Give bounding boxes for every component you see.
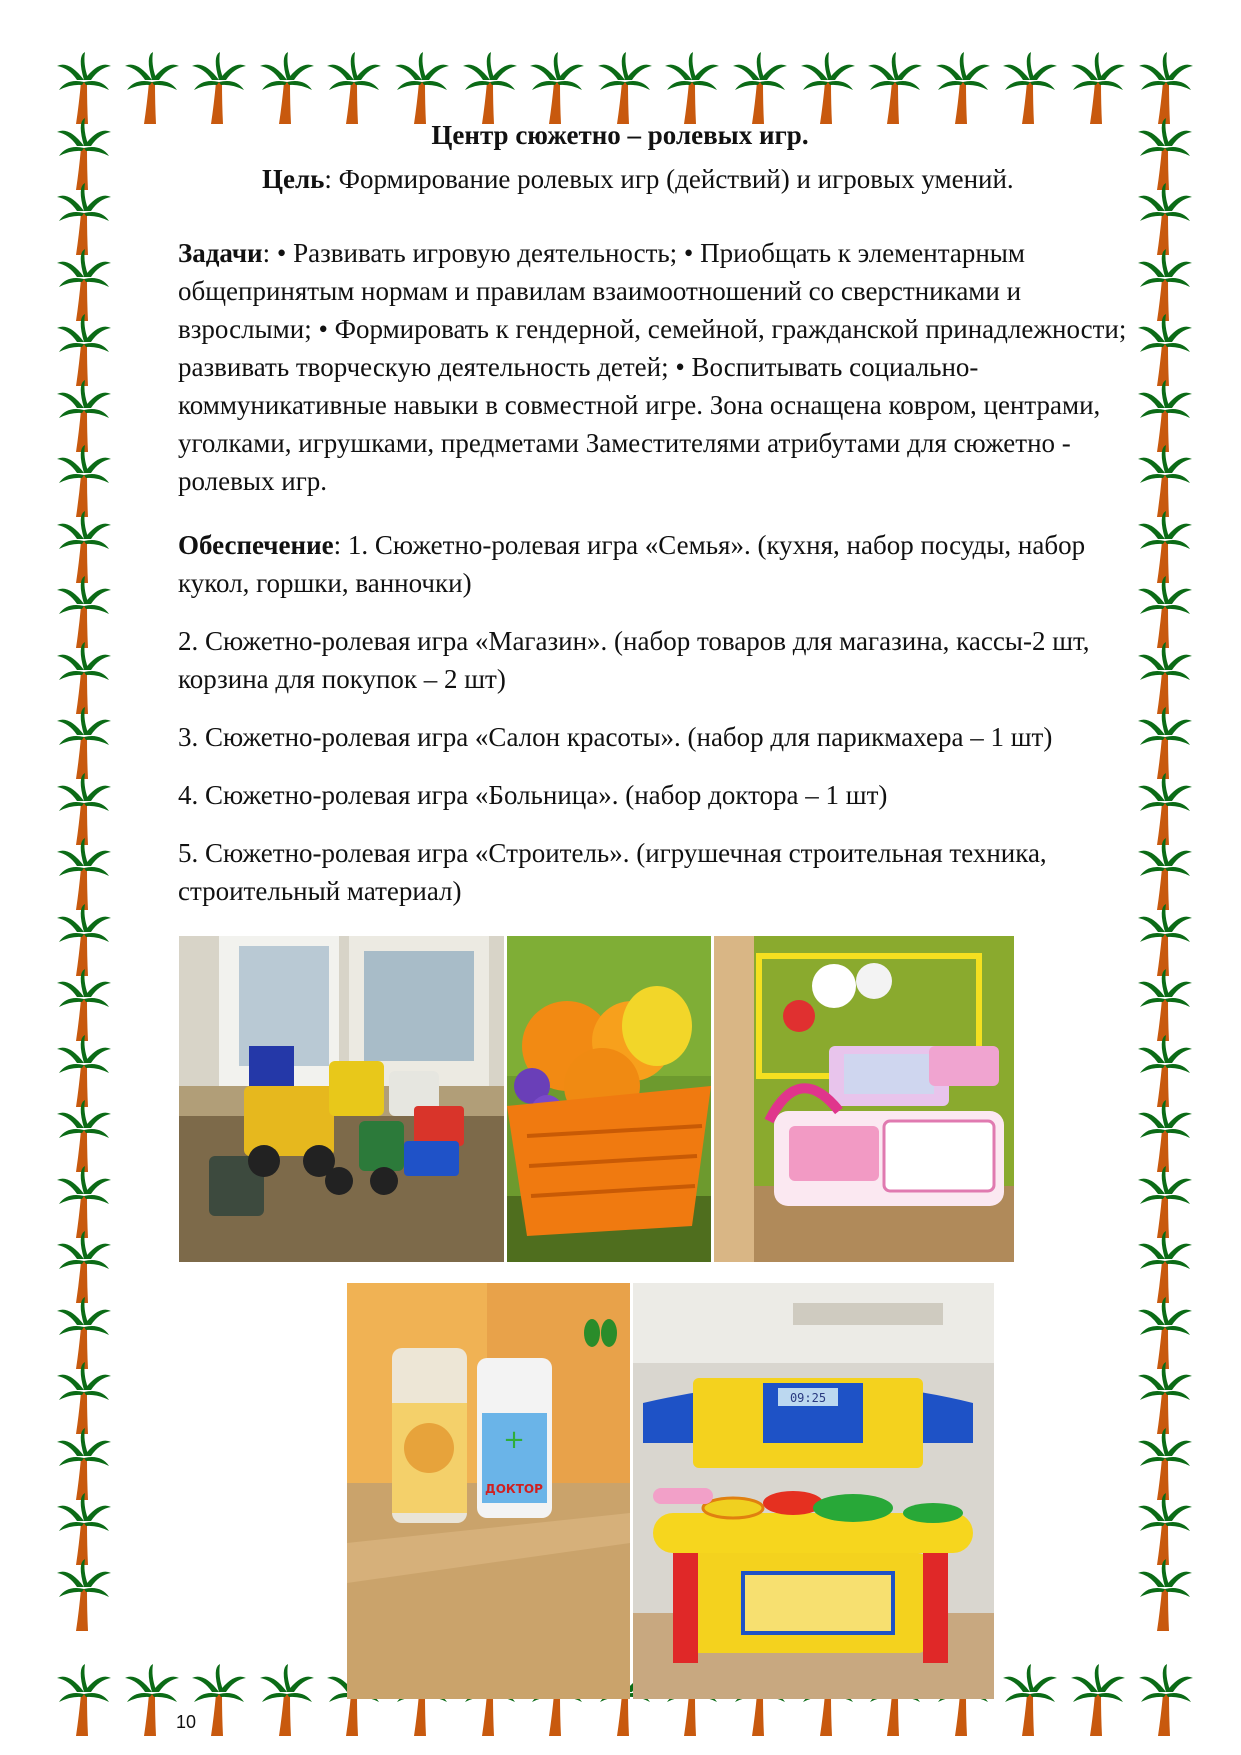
goal-label: Цель bbox=[262, 164, 325, 194]
kitchen-clock: 09:25 bbox=[789, 1391, 827, 1405]
palm-tree-icon bbox=[190, 1664, 248, 1738]
palm-tree-icon bbox=[55, 1493, 113, 1567]
palm-tree-icon bbox=[1136, 1362, 1194, 1436]
palm-tree-icon bbox=[1137, 52, 1195, 126]
goal-paragraph bbox=[262, 160, 1162, 198]
tasks-label: Задачи bbox=[178, 238, 263, 268]
palm-tree-icon bbox=[1136, 904, 1194, 978]
palm-tree-icon bbox=[190, 52, 248, 126]
list-item: 3. Сюжетно-ролевая игра «Салон красоты». (набор для парикмахера – 1 шт) bbox=[178, 722, 1053, 752]
provision-paragraph bbox=[178, 526, 1158, 602]
palm-tree-icon bbox=[258, 52, 316, 126]
palm-tree-icon bbox=[55, 773, 113, 847]
palm-tree-icon bbox=[325, 52, 383, 126]
palm-tree-icon bbox=[55, 838, 113, 912]
palm-tree-icon bbox=[55, 1559, 113, 1633]
palm-tree-icon bbox=[934, 52, 992, 126]
palm-tree-icon bbox=[55, 249, 113, 323]
palm-tree-icon bbox=[55, 183, 113, 257]
palm-tree-icon bbox=[55, 1362, 113, 1436]
palm-tree-icon bbox=[799, 52, 857, 126]
palm-tree-icon bbox=[55, 969, 113, 1043]
palm-tree-icon bbox=[596, 52, 654, 126]
photo-doctor-kits bbox=[347, 1283, 630, 1699]
photo-toy-cash-register bbox=[714, 936, 1014, 1262]
goal-text: : Формирование ролевых игр (действий) и игровых умений. bbox=[324, 164, 1014, 194]
provision-text: : 1. Сюжетно-ролевая игра «Семья». (кухня, набор посуды, набор кукол, горшки, ванночки) bbox=[178, 530, 1086, 598]
photo-toy-trucks bbox=[179, 936, 504, 1262]
palm-tree-icon bbox=[55, 642, 113, 716]
list-item: 2. Сюжетно-ролевая игра «Магазин». (набор товаров для магазина, кассы-2 шт, корзина для покупок – 2 шт) bbox=[178, 626, 1090, 694]
palm-tree-icon bbox=[1069, 52, 1127, 126]
palm-tree-icon bbox=[55, 1297, 113, 1371]
palm-tree-icon bbox=[55, 576, 113, 650]
palm-tree-icon bbox=[55, 511, 113, 585]
palm-tree-icon bbox=[55, 1231, 113, 1305]
palm-tree-icon bbox=[1136, 1166, 1194, 1240]
doctor-kit-label: ДОКТОР bbox=[485, 1482, 543, 1496]
palm-tree-icon bbox=[55, 118, 113, 192]
palm-tree-icon bbox=[55, 1100, 113, 1174]
palm-tree-icon bbox=[1001, 1664, 1059, 1738]
palm-tree-icon bbox=[55, 1035, 113, 1109]
palm-tree-icon bbox=[1136, 1035, 1194, 1109]
list-item: 5. Сюжетно-ролевая игра «Строитель». (игрушечная строительная техника, строительный материал) bbox=[178, 838, 1047, 906]
palm-tree-icon bbox=[1001, 52, 1059, 126]
palm-tree-icon bbox=[1136, 1493, 1194, 1567]
palm-tree-icon bbox=[1136, 1231, 1194, 1305]
provision-label: Обеспечение bbox=[178, 530, 334, 560]
palm-tree-icon bbox=[123, 52, 181, 126]
tasks-text: : • Развивать игровую деятельность; • Приобщать к элементарным общепринятым нормам и правилам взаимоотношений со сверстниками и взрослыми; • Формировать к гендерной, семейной, гражданской принадлежности; развивать творческую деятельность детей; • Воспитывать социально-коммуникативные навыки в совместной игре. Зона оснащена ковром, центрами, уголками, игрушками, предметами Заместителями атрибутами для сюжетно - ролевых игр. bbox=[178, 238, 1127, 496]
palm-tree-icon bbox=[55, 445, 113, 519]
palm-tree-icon bbox=[866, 52, 924, 126]
photo-plastic-fruits-basket bbox=[507, 936, 711, 1262]
palm-tree-icon bbox=[258, 1664, 316, 1738]
tasks-paragraph bbox=[178, 234, 1158, 500]
palm-tree-icon bbox=[55, 1428, 113, 1502]
title-suffix: . bbox=[801, 120, 809, 150]
palm-tree-icon bbox=[663, 52, 721, 126]
palm-tree-icon bbox=[731, 52, 789, 126]
palm-tree-icon bbox=[1136, 1559, 1194, 1633]
page-number: 10 bbox=[176, 1712, 197, 1732]
palm-tree-icon bbox=[1136, 969, 1194, 1043]
palm-tree-icon bbox=[1069, 1664, 1127, 1738]
page-title bbox=[160, 120, 1080, 151]
palm-tree-icon bbox=[393, 52, 451, 126]
title-text: Центр сюжетно – ролевых игр bbox=[431, 120, 802, 150]
svg-text:+: + bbox=[503, 1425, 525, 1455]
palm-tree-icon bbox=[55, 380, 113, 454]
palm-tree-icon bbox=[123, 1664, 181, 1738]
palm-tree-icon bbox=[55, 314, 113, 388]
palm-tree-icon bbox=[1136, 1428, 1194, 1502]
palm-tree-icon bbox=[1137, 1664, 1195, 1738]
palm-tree-icon bbox=[55, 707, 113, 781]
palm-tree-icon bbox=[528, 52, 586, 126]
palm-tree-icon bbox=[1136, 1297, 1194, 1371]
palm-tree-icon bbox=[55, 904, 113, 978]
palm-tree-icon bbox=[55, 1664, 113, 1738]
palm-tree-icon bbox=[1136, 1100, 1194, 1174]
palm-tree-icon bbox=[55, 1166, 113, 1240]
photo-toy-kitchen bbox=[633, 1283, 994, 1699]
palm-tree-icon bbox=[461, 52, 519, 126]
palm-tree-icon bbox=[55, 52, 113, 126]
list-item: 4. Сюжетно-ролевая игра «Больница». (набор доктора – 1 шт) bbox=[178, 780, 888, 810]
